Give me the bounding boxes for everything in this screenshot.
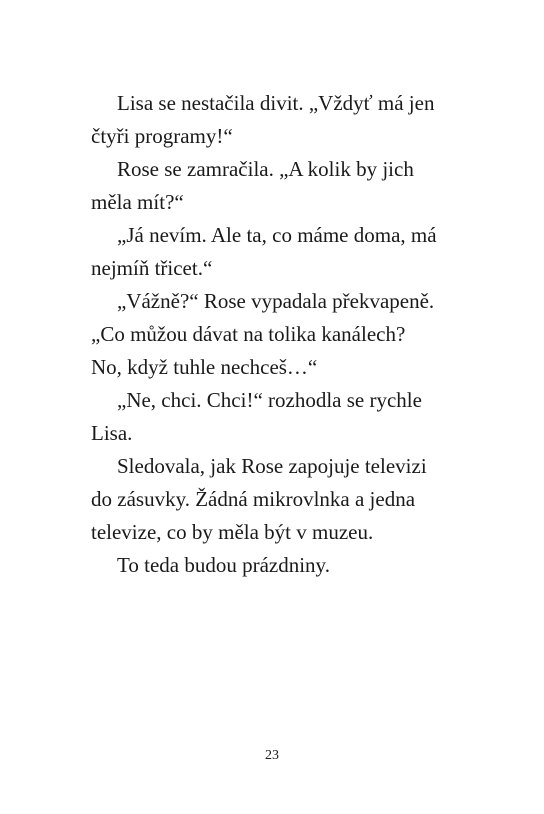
text-line: „Já nevím. Ale ta, co máme doma, má bbox=[117, 223, 437, 247]
body-text bbox=[91, 87, 471, 582]
text-line: „Vážně?“ Rose vypadala překvapeně. bbox=[117, 289, 435, 313]
page-number: 23 bbox=[265, 748, 279, 763]
text-line: do zásuvky. Žádná mikrovlnka a jedna bbox=[91, 487, 416, 511]
text-line: No, když tuhle nechceš…“ bbox=[91, 355, 318, 379]
text-line: To teda budou prázdniny. bbox=[117, 553, 330, 577]
text-line: Lisa. bbox=[91, 421, 133, 445]
text-line: „Co můžou dávat na tolika kanálech? bbox=[91, 322, 406, 346]
text-line: čtyři programy!“ bbox=[91, 124, 233, 148]
text-line: televize, co by měla být v muzeu. bbox=[91, 520, 374, 544]
text-line: Sledovala, jak Rose zapojuje televizi bbox=[117, 454, 427, 478]
text-line: měla mít?“ bbox=[91, 190, 184, 214]
text-line: nejmíň třicet.“ bbox=[91, 256, 213, 280]
text-line: Rose se zamračila. „A kolik by jich bbox=[117, 157, 414, 181]
text-line: „Ne, chci. Chci!“ rozhodla se rychle bbox=[117, 388, 422, 412]
text-line: Lisa se nestačila divit. „Vždyť má jen bbox=[117, 91, 435, 115]
